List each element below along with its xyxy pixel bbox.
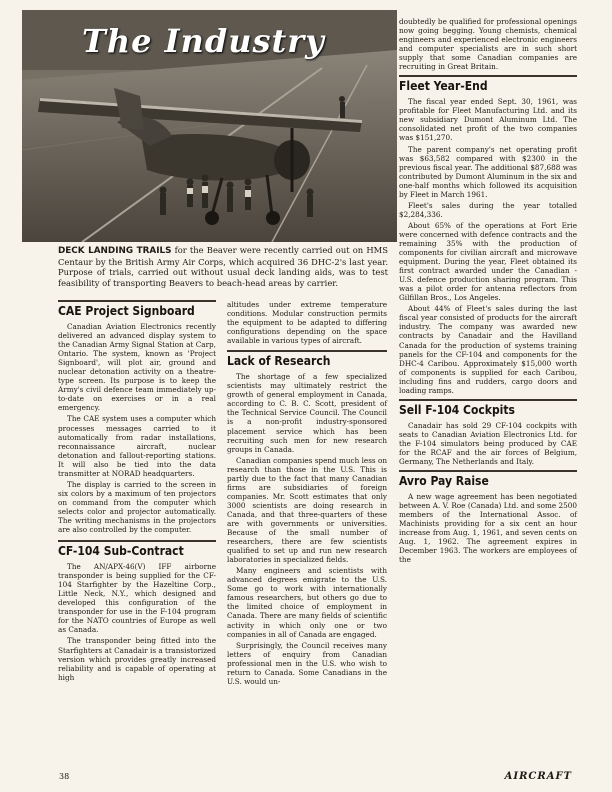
heading-avro-pay-raise: Avro Pay Raise — [399, 474, 489, 489]
column-middle — [227, 300, 387, 688]
section-rule — [227, 350, 387, 352]
paragraph: altitudes under extreme temperature conditions. Modular construction permits the equipment to be adapted to differing configurations depending on the space available in various types of aircraft. — [227, 300, 387, 346]
paragraph: doubtedly be qualified for professional openings now going begging. Young chemists, chemical engineers and experienced electronic engineers and computer specialists are in such short supply that some Canadian companies are recruiting in Great Britain. — [399, 17, 577, 72]
heading-sell-f104-cockpits: Sell F-104 Cockpits — [399, 402, 515, 417]
photo-deck-landing-beaver — [22, 10, 397, 242]
photo-caption — [58, 245, 388, 288]
paragraph: Canadian Aviation Electronics recently delivered an advanced display system to the Canadian Army Signal Station at Carp, Ontario. The system, known as 'Project Signboard', will plot air, ground and nuclear detonation activity on a theatre-type screen. Its purpose is to keep the Army's civil defence team immediately up-to-date on exercises or in a real emergency. — [58, 322, 216, 413]
heading-cf104-sub-contract: CF-104 Sub-Contract — [58, 544, 184, 559]
section-rule — [399, 399, 577, 401]
section-rule — [58, 300, 216, 302]
paragraph: Fleet's sales during the year totalled $2,284,336. — [399, 200, 577, 219]
section-rule — [399, 470, 577, 472]
paragraph: The AN/APX-46(V) IFF airborne transponder is being supplied for the CF-104 Starfighter by the Hazeltine Corp., Little Neck, N.Y., which designed and developed this configuration of the transponder for use in the F-104 program for the NATO countries of Europe as well as Canada. — [58, 562, 216, 635]
heading-cae-project-signboard: CAE Project Signboard — [58, 304, 195, 318]
paragraph: Many engineers and scientists with advanced degrees emigrate to the U.S. Some go to work with internationally famous researchers, but others go due to the limited choice of employment in Canada. There are many fields of scientific activity in which only one or two companies in all of Canada are engaged. — [227, 566, 387, 639]
section-rule — [399, 75, 577, 77]
column-right — [399, 17, 577, 566]
paragraph: The CAE system uses a computer which processes messages carried to it automatically from radar installations, reconnaissance aircraft, nuclear detonation and fallout-reporting stations. It will also be tied into the data transmitter at NORAD headquarters. — [58, 414, 216, 478]
page-number: 38 — [59, 772, 70, 781]
paragraph: About 65% of the operations at Fort Erie were concerned with defence contracts and the remaining 35% with the production of components for civilian aircraft and microwave equipment. During the year, Fleet obtained its first contract awarded under the Canadian - U.S. defence production sharing program. This was a pilot order for antenna reflectors from Gilfillan Bros., Los Angeles. — [399, 220, 577, 303]
paragraph: A new wage agreement has been negotiated between A. V. Roe (Canada) Ltd. and some 2500 members of the International Assoc. of Machinists providing for a six cent an hour increase from Aug. 1, 1961, and seven cents on Aug. 1, 1962. The agreement expires in December 1963. The workers are employees of the — [399, 492, 577, 565]
paragraph: The parent company's net operating profit was $63,582 compared with $2300 in the previous fiscal year. The additional $87,688 was contributed by Dumont Aluminum in the six and one-half months which followed its acquisition by Fleet in March 1961. — [399, 144, 577, 199]
paragraph: Surprisingly, the Council receives many letters of enquiry from Canadian professional men in the U.S. who wish to return to Canada. Some Canadians in the U.S. would un- — [227, 640, 387, 686]
heading-fleet-year-end: Fleet Year-End — [399, 79, 488, 94]
paragraph: The transponder being fitted into the Starfighters at Canadair is a transistorized version which provides greatly increased reliability and is capable of operating at high — [58, 636, 216, 682]
paragraph: The display is carried to the screen in six colors by a maximum of ten projectors on command from the computer which selects color and projector automatically. The writing mechanisms in the projectors are also controlled by the computer. — [58, 479, 216, 535]
caption-lead: DECK LANDING TRAILS — [58, 246, 172, 256]
magazine-name: AIRCRAFT — [504, 771, 572, 782]
section-rule — [58, 540, 216, 542]
paragraph: The fiscal year ended Sept. 30, 1961, was profitable for Fleet Manufacturing Ltd. and its new subsidiary Dumont Aluminum Ltd. The consolidated net profit of the two companies was $151,270. — [399, 97, 577, 143]
caption-text: for the Beaver were recently carried out on HMS Centaur by the British Army Air Corps, which acquired 36 DHC-2's last year. Purpose of trials, carried out without usual deck landing aids, was to test feasibility of transporting Beavers to beach-head areas by carrier. — [58, 245, 388, 288]
paragraph: The shortage of a few specialized scientists may ultimately restrict the growth of general employment in Canada, according to C. B. C. Scott, president of the Technical Service Council. The Council is a non-profit industry-sponsored placement service which has been recruiting such men for new research groups in Canada. — [227, 372, 387, 454]
column-left — [58, 300, 216, 684]
section-banner-title: The Industry — [82, 22, 325, 60]
paragraph: Canadair has sold 29 CF-104 cockpits with seats to Canadian Aviation Electronics Ltd. for the F-104 simulators being produced by CAE for the RCAF and the air forces of Belgium, Germany, The Netherlands and Italy. — [399, 420, 577, 466]
heading-lack-of-research: Lack of Research — [227, 354, 331, 369]
paragraph: About 44% of Fleet's sales during the last fiscal year consisted of products for the aircraft industry. The company was awarded new contracts by Canadair and the Havilland Canada for the production of systems training panels for the CF-104 and components for the DHC-4 Caribou. Approximately $15,000 worth of components is supplied for each Caribou, including fins and rudders, cargo doors and loading ramps. — [399, 304, 577, 395]
paragraph: Canadian companies spend much less on research than those in the U.S. This is partly due to the fact that many Canadian firms are subsidiaries of foreign companies. Mr. Scott estimates that only 3000 scientists are doing research in Canada, and that three-quarters of these are with governments or universities. Because of the small number of researchers, there are few scientists qualified to set up and run new research laboratories in specialized fields. — [227, 455, 387, 565]
